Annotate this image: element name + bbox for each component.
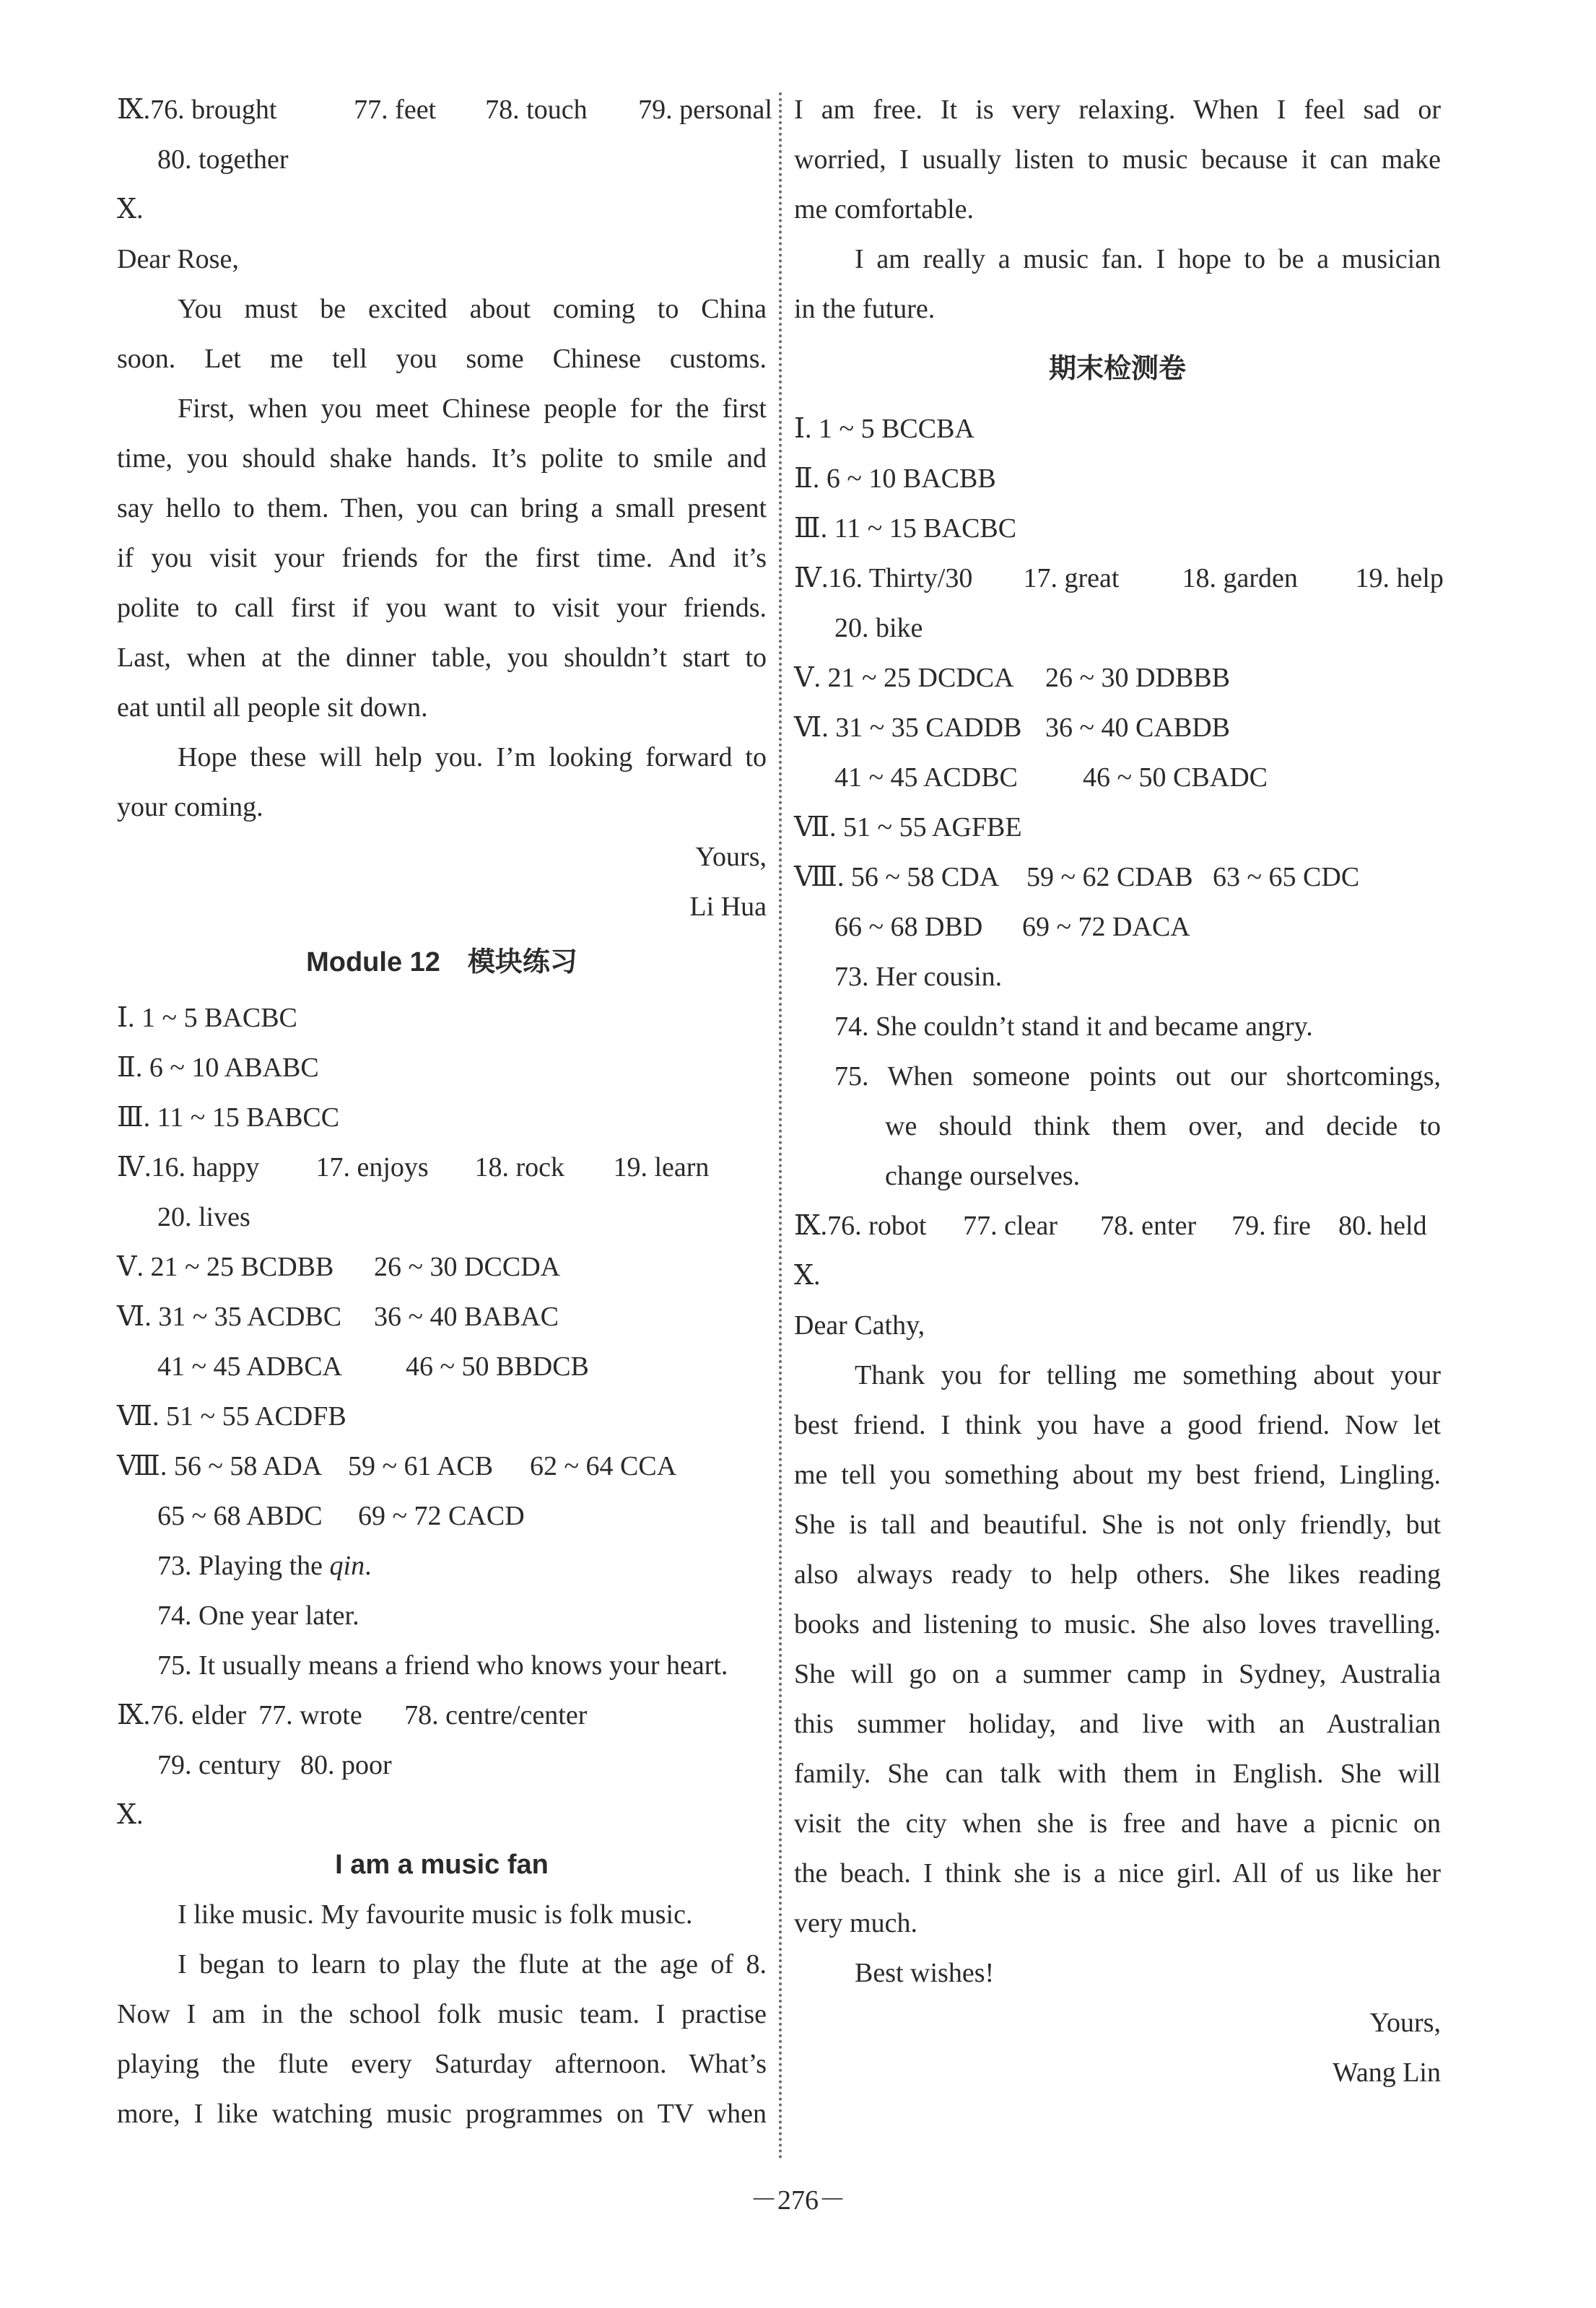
answer: 46 ~ 50 CBADC xyxy=(1083,762,1268,793)
answer: 59 ~ 62 CDAB xyxy=(1026,862,1193,892)
letter-line: visit the city when she is free and have a picnic on xyxy=(794,1808,1441,1839)
letter-line: soon. Let me tell you some Chinese customs. xyxy=(117,344,767,374)
answer: 77. wrote xyxy=(258,1700,362,1730)
section-number: Ⅹ. xyxy=(794,1260,821,1291)
letter-line: Last, when at the dinner table, you shouldn’t start to xyxy=(117,643,767,673)
section-number: Ⅳ. xyxy=(117,1152,152,1183)
letter-line: best friend. I think you have a good friend. Now let xyxy=(794,1410,1441,1440)
section-title: Module 12 模块练习 xyxy=(306,947,577,977)
answer-row-6b xyxy=(117,1342,767,1392)
essay-line: in the future. xyxy=(794,294,936,324)
answer-row-6 xyxy=(117,1292,767,1342)
answer: 18. garden xyxy=(1182,563,1298,593)
right-column xyxy=(794,85,1444,2098)
answer-row-6 xyxy=(794,703,1441,753)
letter-line: First, when you meet Chinese people for the first xyxy=(178,393,767,424)
answer-row: Ⅶ. 51 ~ 55 ACDFB xyxy=(117,1401,346,1432)
answer: 26 ~ 30 DDBBB xyxy=(1045,663,1230,693)
answer-row-8b xyxy=(794,902,1441,952)
section-number: Ⅹ. xyxy=(117,1800,144,1830)
answer: 66 ~ 68 DBD xyxy=(834,912,983,942)
essay-line: me comfortable. xyxy=(794,194,974,225)
left-column xyxy=(117,85,772,2139)
section-title: 期末检测卷 xyxy=(1048,354,1186,384)
section-number: Ⅸ. xyxy=(117,1700,151,1730)
answer: 79. fire xyxy=(1231,1211,1311,1241)
answer: 77. feet xyxy=(354,95,437,125)
letter-line: also always ready to help others. She likes reading xyxy=(794,1559,1441,1590)
letter-line: polite to call first if you want to visit your friends. xyxy=(117,593,767,623)
answer-74: 74. One year later. xyxy=(157,1601,359,1631)
answer-row-9 xyxy=(117,1691,767,1741)
section-number: Ⅳ. xyxy=(794,563,829,593)
answer: 69 ~ 72 CACD xyxy=(358,1501,525,1531)
answer-row-6b xyxy=(794,753,1441,803)
essay-line: worried, I usually listen to music because it can make xyxy=(794,144,1441,175)
answer-73 xyxy=(117,1541,767,1591)
letter-line: this summer holiday, and live with an Australian xyxy=(794,1709,1441,1739)
letter-line: the beach. I think she is a nice girl. All of us like her xyxy=(794,1858,1441,1889)
essay-line: Now I am in the school folk music team. I practise xyxy=(117,1999,767,2029)
letter-line: books and listening to music. She also loves travelling. xyxy=(794,1609,1441,1639)
answer: 18. rock xyxy=(474,1152,564,1183)
answer-row-4 xyxy=(794,554,1444,604)
answer: 41 ~ 45 ADBCA xyxy=(157,1351,342,1382)
answer: 46 ~ 50 BBDCB xyxy=(406,1351,589,1382)
answer: 59 ~ 61 ACB xyxy=(348,1451,494,1481)
letter-line: very much. xyxy=(794,1908,917,1938)
answer-row: Ⅱ. 6 ~ 10 ABABC xyxy=(117,1053,319,1083)
letter-signature: Li Hua xyxy=(689,892,767,922)
answer-row: Ⅲ. 11 ~ 15 BABCC xyxy=(117,1102,340,1133)
answer: Ⅴ. 21 ~ 25 BCDBB xyxy=(117,1252,334,1282)
answer-italic: qin xyxy=(329,1551,365,1581)
essay-line: playing the flute every Saturday afternoon. What’s xyxy=(117,2049,767,2079)
answer: 76. brought xyxy=(150,95,277,125)
answer-row-5 xyxy=(794,653,1441,703)
letter-closing: Yours, xyxy=(1369,2008,1441,2038)
answer: 20. lives xyxy=(157,1202,250,1232)
essay-line: I like music. My favourite music is folk music. xyxy=(178,1899,693,1930)
answer: Ⅷ. 56 ~ 58 ADA xyxy=(117,1451,323,1481)
letter-line: your coming. xyxy=(117,792,263,822)
answer: 36 ~ 40 BABAC xyxy=(374,1302,559,1332)
essay-title: I am a music fan xyxy=(335,1850,549,1880)
answer: 65 ~ 68 ABDC xyxy=(157,1501,323,1531)
answer: 80. held xyxy=(1338,1211,1427,1241)
answer-row-8b xyxy=(117,1492,767,1541)
letter-line: Best wishes! xyxy=(855,1958,995,1988)
answer: 16. Thirty/30 xyxy=(828,563,973,593)
answer-text: . xyxy=(365,1551,372,1581)
letter-line: if you visit your friends for the first time. And it’s xyxy=(117,543,767,573)
answer: 19. learn xyxy=(613,1152,710,1183)
letter-line: She will go on a summer camp in Sydney, Australia xyxy=(794,1659,1441,1689)
answer: 78. enter xyxy=(1100,1211,1197,1241)
letter-line: You must be excited about coming to China xyxy=(178,294,767,324)
answer: Ⅵ. 31 ~ 35 CADDB xyxy=(794,713,1022,743)
answer: Ⅴ. 21 ~ 25 DCDCA xyxy=(794,663,1014,693)
answer-row: Ⅱ. 6 ~ 10 BACBB xyxy=(794,463,996,494)
answer: 41 ~ 45 ACDBC xyxy=(834,762,1018,793)
answer: 79. personal xyxy=(638,95,772,125)
answer-row: Ⅰ. 1 ~ 5 BCCBA xyxy=(794,414,974,444)
answer-text: 73. Playing the xyxy=(157,1551,330,1581)
section-number: Ⅸ. xyxy=(794,1211,828,1241)
section-number: Ⅹ. xyxy=(117,194,144,225)
letter-signature: Wang Lin xyxy=(1333,2057,1441,2088)
essay-line: I began to learn to play the flute at the age of 8. xyxy=(178,1949,767,1980)
answer: 63 ~ 65 CDC xyxy=(1213,862,1360,892)
answer: 78. centre/center xyxy=(404,1700,588,1730)
answer-74: 74. She couldn’t stand it and became angry. xyxy=(834,1011,1313,1042)
answer-75: we should think them over, and decide to xyxy=(885,1111,1441,1141)
answer: 62 ~ 64 CCA xyxy=(530,1451,677,1481)
answer-row: Ⅰ. 1 ~ 5 BACBC xyxy=(117,1003,297,1033)
answer: 79. century xyxy=(157,1750,281,1780)
letter-line: Thank you for telling me something about your xyxy=(855,1360,1441,1390)
answer-row-9b xyxy=(117,1741,767,1790)
answer: 16. happy xyxy=(151,1152,260,1183)
answer-75: 75. When someone points out our shortcomings, xyxy=(834,1061,1441,1092)
answer: Ⅷ. 56 ~ 58 CDA xyxy=(794,862,1000,892)
answer-row-8 xyxy=(117,1442,767,1492)
letter-greeting: Dear Rose, xyxy=(117,244,239,274)
answer: 77. clear xyxy=(963,1211,1058,1241)
letter-line: say hello to them. Then, you can bring a small present xyxy=(117,493,767,523)
answer-row: Ⅲ. 11 ~ 15 BACBC xyxy=(794,513,1017,544)
letter-line: me tell you something about my best friend, Lingling. xyxy=(794,1460,1441,1490)
letter-greeting: Dear Cathy, xyxy=(794,1310,925,1341)
answer-75: change ourselves. xyxy=(885,1161,1081,1191)
letter-line: Hope these will help you. I’m looking forward to xyxy=(178,742,767,772)
essay-line: I am really a music fan. I hope to be a musician xyxy=(855,244,1441,274)
answer: 80. poor xyxy=(300,1750,392,1780)
column-divider xyxy=(779,92,782,2161)
answer: 26 ~ 30 DCCDA xyxy=(374,1252,561,1282)
answer-row-4 xyxy=(117,1143,767,1193)
essay-line: I am free. It is very relaxing. When I feel sad or xyxy=(794,95,1441,125)
page-number: －276－ xyxy=(749,2185,846,2216)
answer-row-9 xyxy=(117,85,772,135)
answer: 36 ~ 40 CABDB xyxy=(1045,713,1230,743)
answer-row-8 xyxy=(794,853,1441,902)
answer: 17. enjoys xyxy=(315,1152,429,1183)
letter-line: time, you should shake hands. It’s polite to smile and xyxy=(117,443,767,474)
section-number: Ⅸ. xyxy=(117,95,151,125)
answer: 19. help xyxy=(1355,563,1444,593)
letter-line: She is tall and beautiful. She is not only friendly, but xyxy=(794,1510,1441,1540)
answer: Ⅵ. 31 ~ 35 ACDBC xyxy=(117,1302,342,1332)
answer-73: 73. Her cousin. xyxy=(834,962,1003,992)
answer: 76. robot xyxy=(827,1211,927,1241)
essay-line: more, I like watching music programmes on TV when xyxy=(117,2099,767,2129)
answer: 78. touch xyxy=(485,95,588,125)
answer: 17. great xyxy=(1023,563,1120,593)
answer: 69 ~ 72 DACA xyxy=(1022,912,1190,942)
answer-row-5 xyxy=(117,1242,767,1292)
answer: 20. bike xyxy=(834,613,923,643)
letter-line: eat until all people sit down. xyxy=(117,692,428,723)
answer: 80. together xyxy=(157,144,289,175)
answer-row-9 xyxy=(794,1201,1441,1251)
letter-line: family. She can talk with them in English. She will xyxy=(794,1759,1441,1789)
letter-closing: Yours, xyxy=(695,842,767,872)
answer: 76. elder xyxy=(150,1700,247,1730)
answer-75: 75. It usually means a friend who knows your heart. xyxy=(157,1650,728,1681)
answer-row: Ⅶ. 51 ~ 55 AGFBE xyxy=(794,812,1022,842)
